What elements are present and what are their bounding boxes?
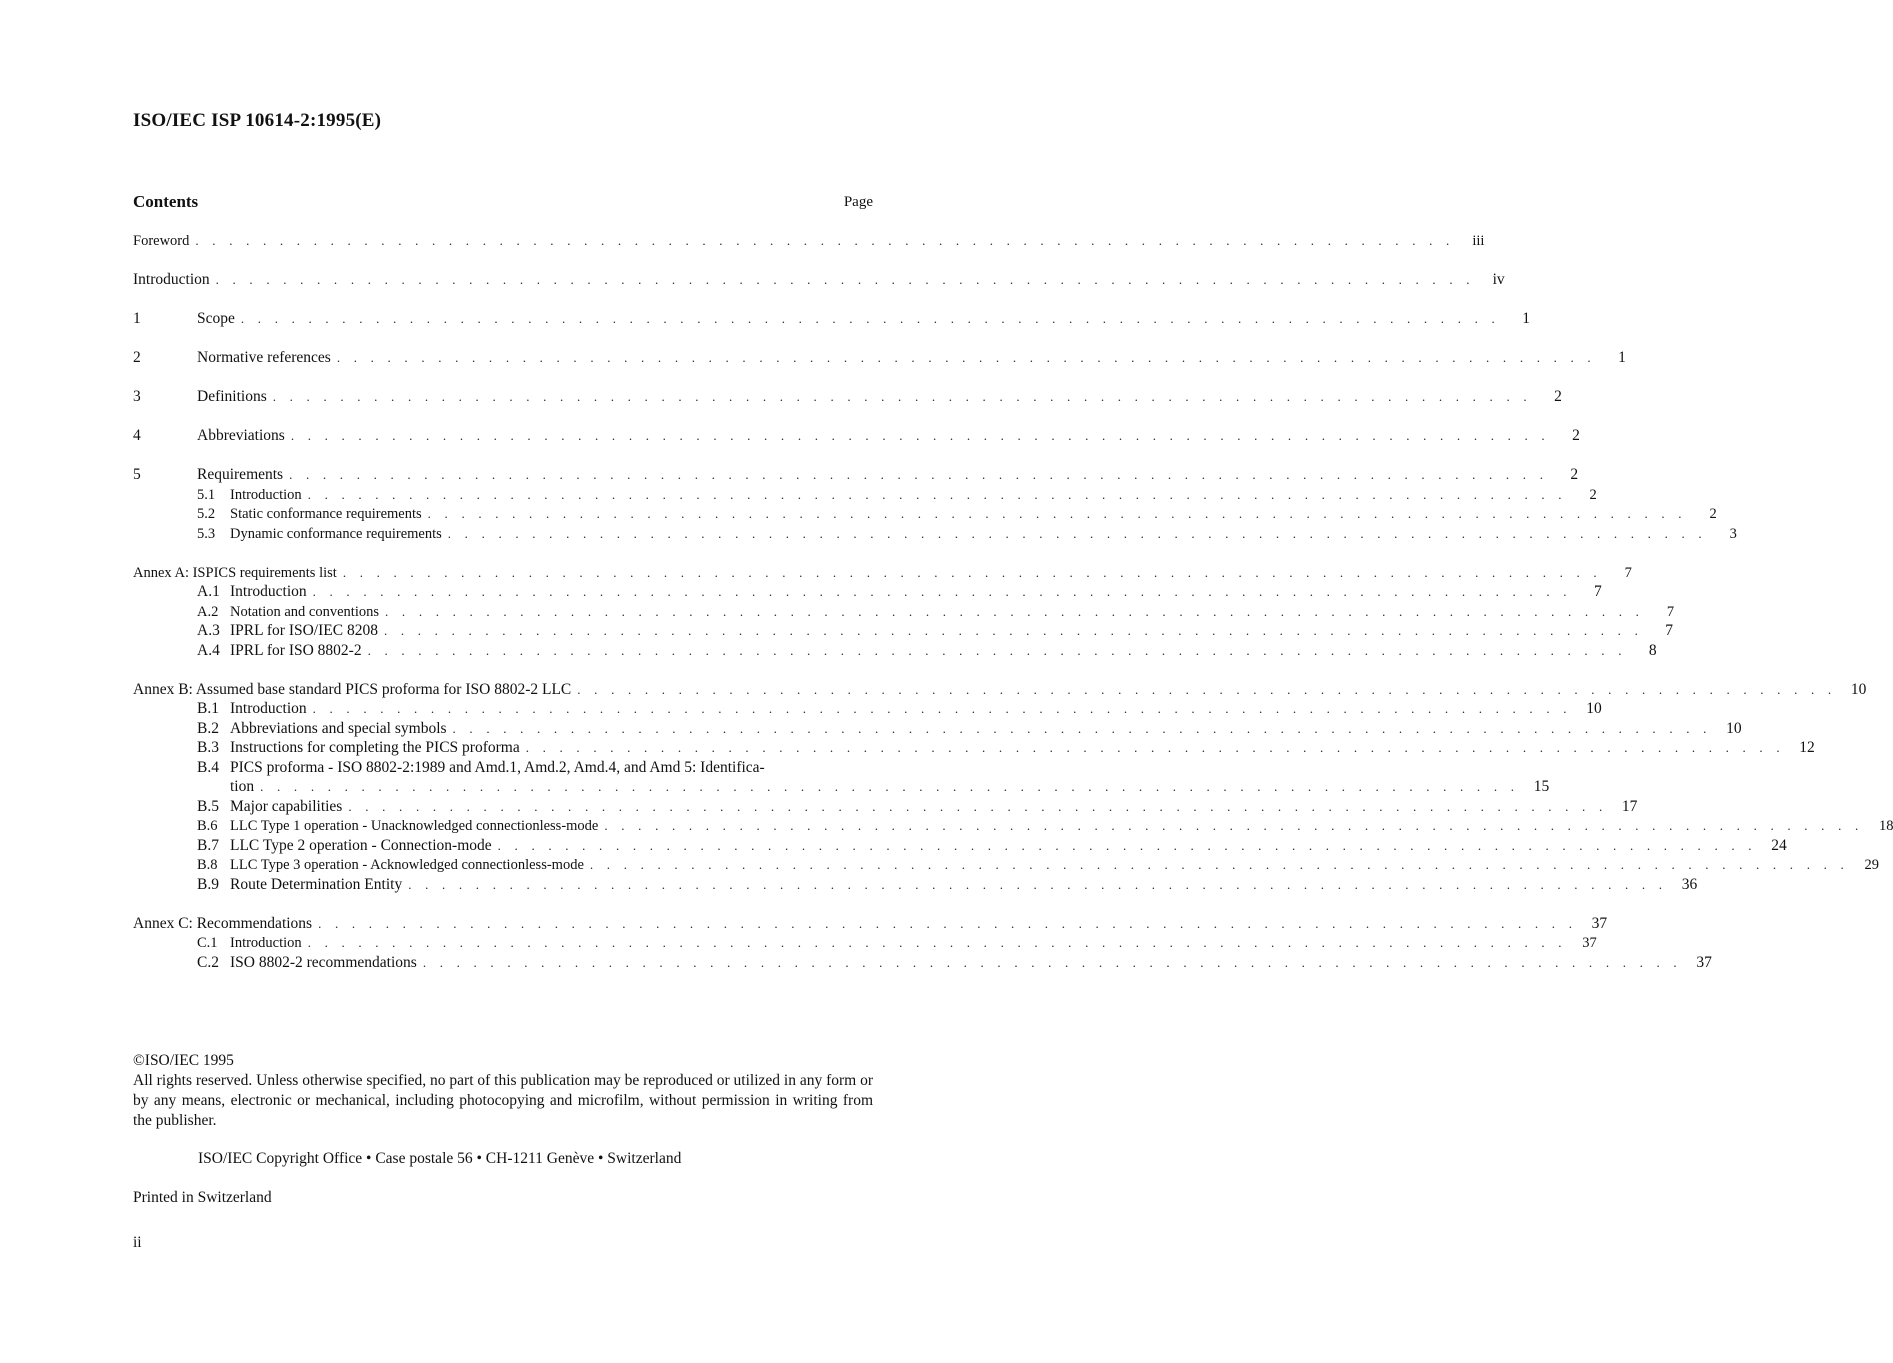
toc-leader: . . . . . . . . . . . . . . . . . . . . . . . . . . . . . . . . . . . . . . . . . . . . . . . . . . . . . . . . . . . . . . . . . . . . . . . . . . .	[348, 798, 1608, 814]
table-of-contents	[133, 231, 1893, 972]
toc-page: 10	[1586, 700, 1602, 717]
toc-number: B.5	[197, 797, 219, 815]
toc-number: 3	[133, 388, 141, 405]
toc-number: C.1	[197, 935, 218, 951]
toc-row-b-6[interactable]	[133, 816, 1893, 836]
toc-row-introduction[interactable]	[133, 270, 1505, 290]
toc-number: B.2	[197, 719, 219, 737]
toc-title: Notation and conventions	[230, 603, 380, 620]
toc-leader: . . . . . . . . . . . . . . . . . . . . . . . . . . . . . . . . . . . . . . . . . . . . . . . . . . . . . . . . . . . . . . . . . . . . . . . . . . .	[307, 486, 1567, 502]
toc-page: 8	[1648, 641, 1657, 659]
toc-row-b-7[interactable]	[133, 836, 1787, 856]
toc-leader: . . . . . . . . . . . . . . . . . . . . . . . . . . . . . . . . . . . . . . . . . . . . . . . . . . . . . . . . . . . . . . . . . . . . . . . . . . .	[290, 428, 1550, 443]
toc-page: 17	[1621, 797, 1638, 815]
toc-number: A.1	[197, 583, 220, 600]
toc-row-a-1[interactable]	[133, 582, 1602, 602]
toc-title: LLC Type 1 operation - Unacknowledged connectionless-mode	[230, 818, 599, 834]
toc-leader: . . . . . . . . . . . . . . . . . . . . . . . . . . . . . . . . . . . . . . . . . . . . . . . . . . . . . . . . . . . . . . . . . . . . . . . . . . .	[312, 701, 1572, 716]
toc-leader: . . . . . . . . . . . . . . . . . . . . . . . . . . . . . . . . . . . . . . . . . . . . . . . . . . . . . . . . . . . . . . . . . . . . . . . . . . .	[307, 935, 1567, 950]
toc-title: tion	[230, 777, 260, 797]
toc-row-requirements[interactable]	[133, 465, 1579, 485]
toc-leader: . . . . . . . . . . . . . . . . . . . . . . . . . . . . . . . . . . . . . . . . . . . . . . . . . . . . . . . . . . . . . . . . . . . . . . . . . . .	[497, 837, 1757, 853]
toc-title: Route Determination Entity	[230, 875, 403, 893]
toc-title: Scope	[197, 309, 241, 329]
toc-leader: . . . . . . . . . . . . . . . . . . . . . . . . . . . . . . . . . . . . . . . . . . . . . . . . . . . . . . . . . . . . . . . . . . . . . . . . . . .	[525, 740, 1785, 755]
toc-row-5-3[interactable]	[133, 524, 1737, 544]
toc-title: Introduction	[230, 583, 307, 600]
toc-title: Major capabilities	[230, 797, 343, 815]
toc-row-definitions[interactable]	[133, 387, 1562, 407]
toc-row-b-4-cont[interactable]	[133, 777, 1550, 797]
copyright-office-address: ISO/IEC Copyright Office • Case postale 56 • CH-1211 Genève • Switzerland	[198, 1150, 682, 1167]
toc-page: 2	[1554, 388, 1562, 405]
toc-row-annex-a[interactable]	[133, 563, 1632, 583]
toc-number: 2	[133, 349, 141, 366]
toc-leader: . . . . . . . . . . . . . . . . . . . . . . . . . . . . . . . . . . . . . . . . . . . . . . . . . . . . . . . . . . . . . . . . . . . . . . . . . . .	[447, 525, 1707, 541]
toc-title: Introduction	[230, 700, 307, 717]
toc-page: 1	[1522, 310, 1530, 327]
toc-leader: . . . . . . . . . . . . . . . . . . . . . . . . . . . . . . . . . . . . . . . . . . . . . . . . . . . . . . . . . . . . . . . . . . . . . . . . . . .	[318, 915, 1578, 931]
toc-page: 37	[1696, 953, 1712, 971]
toc-title: Abbreviations	[197, 426, 291, 446]
toc-page: 10	[1726, 719, 1742, 737]
toc-page: 3	[1729, 525, 1737, 542]
toc-title: IPRL for ISO/IEC 8208	[230, 622, 378, 639]
toc-row-foreword[interactable]	[133, 231, 1485, 251]
toc-leader: . . . . . . . . . . . . . . . . . . . . . . . . . . . . . . . . . . . . . . . . . . . . . . . . . . . . . . . . . . . . . . . . . . . . . . . . . . .	[215, 272, 1475, 287]
toc-page: 37	[1591, 914, 1608, 932]
toc-leader: . . . . . . . . . . . . . . . . . . . . . . . . . . . . . . . . . . . . . . . . . . . . . . . . . . . . . . . . . . . . . . . . . . . . . . . . . . .	[577, 681, 1837, 697]
toc-number: B.3	[197, 739, 219, 756]
document-header: ISO/IEC ISP 10614-2:1995(E)	[133, 110, 382, 131]
toc-row-b-3[interactable]	[133, 738, 1815, 758]
toc-page: 2	[1572, 427, 1580, 444]
toc-page: 7	[1666, 603, 1675, 620]
toc-title: ISO 8802-2 recommendations	[230, 953, 417, 971]
toc-title: LLC Type 3 operation - Acknowledged connectionless-mode	[230, 857, 584, 873]
toc-leader: . . . . . . . . . . . . . . . . . . . . . . . . . . . . . . . . . . . . . . . . . . . . . . . . . . . . . . . . . . . . . . . . . . . . . . . . . . .	[289, 467, 1549, 482]
toc-number: A.3	[197, 622, 220, 639]
toc-title: Introduction	[230, 486, 302, 503]
toc-title: Requirements	[197, 465, 289, 485]
toc-title: Dynamic conformance requirements	[230, 525, 442, 542]
toc-number: A.2	[197, 603, 219, 620]
toc-title: LLC Type 2 operation - Connection-mode	[230, 836, 492, 854]
toc-row-b-9[interactable]	[133, 875, 1698, 895]
toc-leader: . . . . . . . . . . . . . . . . . . . . . . . . . . . . . . . . . . . . . . . . . . . . . . . . . . . . . . . . . . . . . . . . . . . . . . . . . . .	[383, 623, 1644, 638]
toc-title: Annex B: Assumed base standard PICS proforma for ISO 8802-2 LLC	[133, 680, 577, 700]
toc-number: 4	[133, 427, 141, 444]
toc-page: iii	[1472, 233, 1485, 249]
toc-row-b-5[interactable]	[133, 797, 1638, 817]
toc-row-c-2[interactable]	[133, 953, 1712, 973]
toc-row-annex-c[interactable]	[133, 914, 1608, 934]
toc-row-5-2[interactable]	[133, 504, 1717, 524]
toc-leader: . . . . . . . . . . . . . . . . . . . . . . . . . . . . . . . . . . . . . . . . . . . . . . . . . . . . . . . . . . . . . . . . . . . . . . . . . . .	[589, 857, 1849, 872]
toc-number: B.8	[197, 857, 218, 873]
toc-number: 5.3	[197, 525, 216, 542]
toc-leader: . . . . . . . . . . . . . . . . . . . . . . . . . . . . . . . . . . . . . . . . . . . . . . . . . . . . . . . . . . . . . . . . . . . . . . . . . . .	[452, 720, 1712, 736]
toc-title: Foreword	[133, 232, 195, 252]
toc-row-normative-references[interactable]	[133, 348, 1626, 368]
toc-page: 2	[1570, 466, 1579, 483]
toc-page: iv	[1492, 271, 1505, 288]
copyright-notice: ©ISO/IEC 1995	[133, 1052, 234, 1069]
toc-leader: . . . . . . . . . . . . . . . . . . . . . . . . . . . . . . . . . . . . . . . . . . . . . . . . . . . . . . . . . . . . . . . . . . . . . . . . . . .	[422, 954, 1682, 970]
toc-row-b-1[interactable]	[133, 699, 1602, 719]
toc-row-a-2[interactable]	[133, 602, 1675, 622]
copyright-block	[133, 1051, 873, 1131]
contents-title: Contents	[133, 192, 199, 211]
toc-page: 1	[1618, 349, 1626, 366]
toc-row-a-4[interactable]	[133, 641, 1657, 661]
page-number: ii	[133, 1234, 142, 1251]
toc-row-abbreviations[interactable]	[133, 426, 1580, 446]
toc-row-b-8[interactable]	[133, 855, 1879, 875]
toc-row-scope[interactable]	[133, 309, 1530, 329]
toc-number: 5.1	[197, 486, 216, 503]
toc-leader: . . . . . . . . . . . . . . . . . . . . . . . . . . . . . . . . . . . . . . . . . . . . . . . . . . . . . . . . . . . . . . . . . . . . . . . . . . .	[260, 779, 1520, 794]
toc-page: 10	[1850, 680, 1867, 698]
toc-page: 15	[1533, 778, 1550, 795]
toc-title: Static conformance requirements	[230, 506, 422, 522]
toc-title: Annex C: Recommendations	[133, 914, 318, 934]
toc-number: 1	[133, 310, 141, 327]
toc-page: 12	[1799, 739, 1815, 756]
toc-row-annex-b[interactable]	[133, 680, 1867, 700]
toc-number: C.2	[197, 953, 219, 971]
toc-page: 7	[1593, 583, 1602, 600]
printed-in: Printed in Switzerland	[133, 1189, 272, 1206]
toc-leader: . . . . . . . . . . . . . . . . . . . . . . . . . . . . . . . . . . . . . . . . . . . . . . . . . . . . . . . . . . . . . . . . . . . . . . . . . . .	[195, 233, 1455, 248]
toc-number: B.4	[197, 758, 219, 776]
copyright-text: All rights reserved. Unless otherwise specified, no part of this publication may be reproduced or utilized in any form or by any means, electronic or mechanical, including photocopying and microfilm, without permission in writing from the publisher.	[133, 1072, 873, 1129]
toc-row-a-3[interactable]	[133, 621, 1674, 641]
toc-leader: . . . . . . . . . . . . . . . . . . . . . . . . . . . . . . . . . . . . . . . . . . . . . . . . . . . . . . . . . . . . . . . . . . . . . . . . . . .	[312, 584, 1572, 599]
toc-page: 18	[1878, 818, 1893, 834]
toc-row-b-4[interactable]	[133, 758, 873, 778]
toc-page: 7	[1624, 564, 1632, 581]
toc-number: 5	[133, 466, 141, 483]
toc-leader: . . . . . . . . . . . . . . . . . . . . . . . . . . . . . . . . . . . . . . . . . . . . . . . . . . . . . . . . . . . . . . . . . . . . . . . . . . .	[408, 876, 1668, 892]
toc-number: B.7	[197, 836, 219, 854]
toc-title: IPRL for ISO 8802-2	[230, 641, 362, 659]
toc-page: 2	[1709, 506, 1717, 522]
toc-row-5-1[interactable]	[133, 485, 1597, 505]
toc-title: Annex A: ISPICS requirements list	[133, 564, 343, 584]
toc-number: B.1	[197, 700, 219, 717]
toc-row-c-1[interactable]	[133, 933, 1597, 953]
toc-page: 37	[1582, 935, 1597, 951]
toc-page: 2	[1589, 486, 1597, 503]
toc-number: B.9	[197, 875, 219, 893]
toc-title: PICS proforma - ISO 8802-2:1989 and Amd.1, Amd.2, Amd.4, and Amd 5: Identifica-	[230, 758, 765, 776]
toc-title: Definitions	[197, 387, 273, 407]
toc-title: Abbreviations and special symbols	[230, 719, 447, 737]
toc-page: 24	[1771, 836, 1787, 854]
page-column-label: Page	[843, 194, 873, 210]
toc-title: Instructions for completing the PICS proforma	[230, 739, 520, 756]
toc-leader: . . . . . . . . . . . . . . . . . . . . . . . . . . . . . . . . . . . . . . . . . . . . . . . . . . . . . . . . . . . . . . . . . . . . . . . . . . .	[604, 818, 1864, 833]
toc-row-b-2[interactable]	[133, 719, 1742, 739]
toc-page: 36	[1681, 875, 1698, 893]
toc-leader: . . . . . . . . . . . . . . . . . . . . . . . . . . . . . . . . . . . . . . . . . . . . . . . . . . . . . . . . . . . . . . . . . . . . . . . . . . .	[427, 506, 1687, 521]
toc-leader: . . . . . . . . . . . . . . . . . . . . . . . . . . . . . . . . . . . . . . . . . . . . . . . . . . . . . . . . . . . . . . . . . . . . . . . . . . .	[240, 311, 1500, 326]
toc-title: Normative references	[197, 348, 337, 368]
toc-number: B.6	[197, 818, 218, 834]
toc-leader: . . . . . . . . . . . . . . . . . . . . . . . . . . . . . . . . . . . . . . . . . . . . . . . . . . . . . . . . . . . . . . . . . . . . . . . . . . .	[272, 389, 1532, 404]
toc-leader: . . . . . . . . . . . . . . . . . . . . . . . . . . . . . . . . . . . . . . . . . . . . . . . . . . . . . . . . . . . . . . . . . . . . . . . . . . .	[367, 642, 1627, 658]
toc-page: 29	[1864, 857, 1879, 873]
toc-page: 7	[1665, 622, 1674, 639]
toc-number: 5.2	[197, 506, 216, 522]
toc-leader: . . . . . . . . . . . . . . . . . . . . . . . . . . . . . . . . . . . . . . . . . . . . . . . . . . . . . . . . . . . . . . . . . . . . . . . . . . .	[385, 603, 1645, 619]
toc-leader: . . . . . . . . . . . . . . . . . . . . . . . . . . . . . . . . . . . . . . . . . . . . . . . . . . . . . . . . . . . . . . . . . . . . . . . . . . .	[336, 350, 1596, 365]
toc-leader: . . . . . . . . . . . . . . . . . . . . . . . . . . . . . . . . . . . . . . . . . . . . . . . . . . . . . . . . . . . . . . . . . . . . . . . . . . .	[342, 564, 1602, 580]
toc-number: A.4	[197, 641, 220, 659]
toc-title: Introduction	[133, 270, 216, 290]
toc-title: Introduction	[230, 935, 302, 951]
